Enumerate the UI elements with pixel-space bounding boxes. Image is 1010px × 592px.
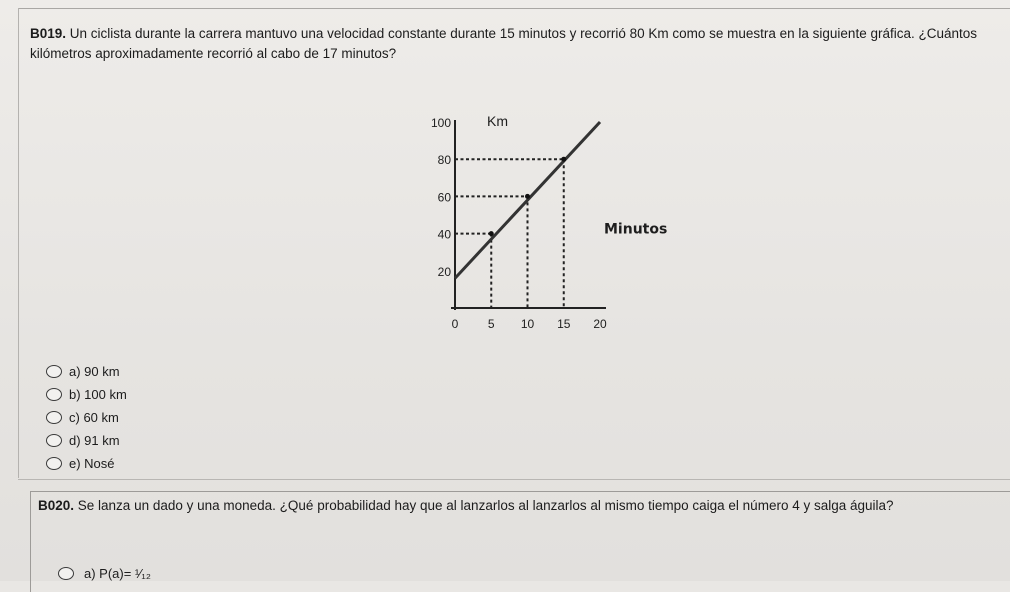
x-tick-label: 5 — [487, 317, 495, 331]
radio-button[interactable] — [46, 365, 62, 378]
series-line — [455, 122, 600, 278]
radio-button[interactable] — [46, 457, 62, 470]
option-label: a) 90 km — [69, 364, 120, 379]
option-label: c) 60 km — [69, 410, 119, 425]
y-tick-label: 100 — [430, 116, 451, 130]
top-border — [18, 8, 1010, 9]
radio-button[interactable] — [46, 388, 62, 401]
question-text: Un ciclista durante la carrera mantuvo una velocidad constante durante 15 minutos y recorrió 80 Km como se muestra en la siguiente gráfica. ¿Cuántos kilómetros aproximadamente recorrió al cabo de 17 minutos? — [30, 26, 977, 61]
x-tick-label: 15 — [557, 317, 571, 331]
y-axis-title: Km — [487, 113, 508, 129]
option-label: b) 100 km — [69, 387, 127, 402]
option-label: e) Nosé — [69, 456, 115, 471]
x-tick-label: 0 — [451, 317, 459, 331]
question-id: B020. — [38, 498, 75, 513]
question-id: B019. — [30, 26, 67, 41]
option-a[interactable] — [46, 360, 127, 383]
y-tick-label: 20 — [437, 264, 451, 279]
section-divider — [18, 479, 1010, 480]
x-tick-label: 10 — [520, 317, 535, 331]
x-tick-label: 20 — [593, 317, 607, 331]
question-text: Se lanza un dado y una moneda. ¿Qué probabilidad hay que al lanzarlos al lanzarlos al mismo tiempo caiga el número 4 y salga águila? — [74, 498, 894, 513]
x-axis-title: Minutos — [604, 221, 668, 238]
y-tick-label: 60 — [437, 190, 451, 205]
left-border — [18, 8, 19, 478]
option-e[interactable] — [46, 452, 127, 475]
y-tick-label: 80 — [437, 153, 451, 168]
data-point — [561, 157, 566, 162]
question-b019 — [30, 24, 1000, 64]
data-point — [489, 231, 494, 236]
distance-time-chart — [400, 96, 670, 346]
data-point — [525, 194, 530, 199]
option-b[interactable] — [46, 383, 127, 406]
y-tick-label: 40 — [437, 227, 451, 242]
option-a-b020[interactable] — [58, 566, 151, 581]
answer-options-b019 — [46, 360, 127, 475]
option-c[interactable] — [46, 406, 127, 429]
radio-button[interactable] — [46, 411, 62, 424]
option-d[interactable] — [46, 429, 127, 452]
question-b020 — [38, 497, 894, 515]
option-label: a) P(a)= ¹⁄₁₂ — [84, 566, 151, 581]
option-label: d) 91 km — [69, 433, 120, 448]
radio-button[interactable] — [46, 434, 62, 447]
radio-button[interactable] — [58, 567, 74, 580]
